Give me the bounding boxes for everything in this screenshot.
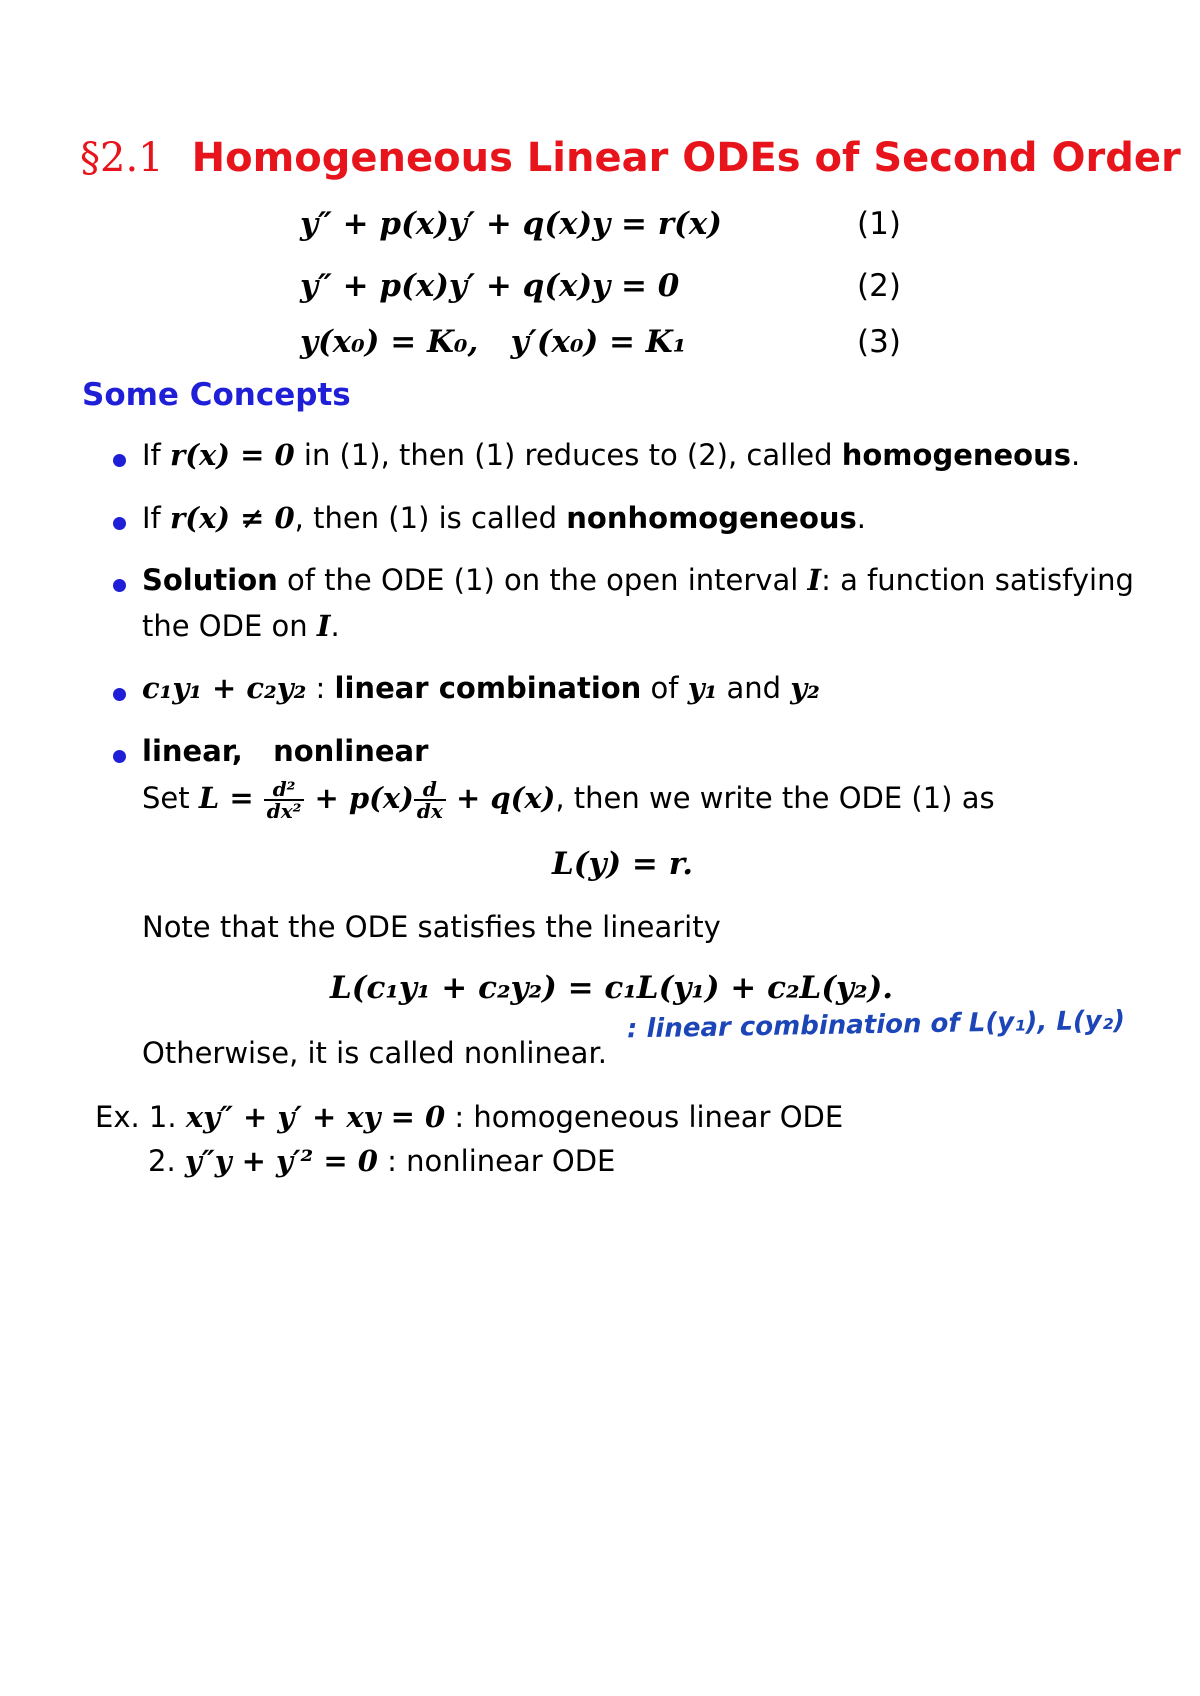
equation-2: y″ + p(x)y′ + q(x)y = 0: [300, 268, 680, 304]
text: .: [330, 609, 340, 643]
equation-3-number: (3): [857, 324, 901, 360]
bullet-dot: [113, 688, 126, 701]
fraction-denominator: dx²: [266, 799, 302, 823]
text: Set: [142, 781, 199, 815]
bullet-dot: [113, 579, 126, 592]
math-r-equals-zero: r(x) = 0: [169, 438, 295, 472]
linearity-note: Note that the ODE satisfies the linearity: [142, 910, 721, 944]
display-equation-linearity: L(c₁y₁ + c₂y₂) = c₁L(y₁) + c₂L(y₂).: [330, 970, 894, 1006]
handwritten-annotation: : linear combination of L(y₁), L(y₂): [626, 1005, 1126, 1045]
text: If: [142, 438, 170, 472]
bullet-dot: [113, 517, 126, 530]
text: and: [717, 671, 791, 705]
term-solution: Solution: [142, 563, 278, 597]
example-2: [148, 1144, 615, 1178]
text: in (1), then (1) reduces to (2), called: [294, 438, 842, 472]
display-equation-Ly: L(y) = r.: [552, 846, 693, 882]
example-label: Ex. 1.: [95, 1100, 186, 1134]
text: .: [1071, 438, 1081, 472]
text: .: [856, 501, 866, 535]
text: : nonlinear ODE: [377, 1144, 616, 1178]
equation-3: y(x₀) = K₀, y′(x₀) = K₁: [300, 324, 687, 360]
text: of the ODE (1) on the open interval: [277, 563, 808, 597]
term-linear-combination: linear combination: [334, 671, 642, 705]
equation-1: y″ + p(x)y′ + q(x)y = r(x): [300, 206, 722, 242]
term-linear-nonlinear: linear, nonlinear: [142, 734, 429, 768]
operator-definition: [142, 772, 995, 824]
text: : homogeneous linear ODE: [445, 1100, 844, 1134]
text: : a function satisfying: [821, 563, 1134, 597]
math-interval: I: [807, 563, 822, 597]
math-y2: y₂: [790, 671, 820, 705]
fraction-d-dx: [414, 779, 446, 821]
term-nonhomogeneous: nonhomogeneous: [566, 501, 857, 535]
text: If: [142, 501, 170, 535]
concepts-heading: Some Concepts: [82, 377, 351, 413]
fraction-numerator: d²: [264, 779, 305, 801]
example-label: 2.: [148, 1144, 185, 1178]
text: of: [641, 671, 688, 705]
otherwise-nonlinear: Otherwise, it is called nonlinear.: [142, 1036, 607, 1070]
fraction-d2-dx2: [264, 779, 305, 821]
math-q-term: + q(x): [445, 781, 556, 815]
bullet-nonhomogeneous: [142, 501, 866, 535]
math-example-1: xy″ + y′ + xy = 0: [185, 1100, 446, 1134]
text: the ODE on: [142, 609, 317, 643]
text: , then we write the ODE (1) as: [555, 781, 995, 815]
math-example-2: y″y + y′² = 0: [184, 1144, 378, 1178]
text: :: [306, 671, 335, 705]
equation-1-number: (1): [857, 206, 901, 242]
math-interval: I: [316, 609, 331, 643]
bullet-dot: [113, 454, 126, 467]
fraction-denominator: dx: [416, 799, 443, 823]
math-p-term: + p(x): [304, 781, 414, 815]
math-r-not-zero: r(x) ≠ 0: [169, 501, 295, 535]
page-title: [80, 135, 1181, 181]
math-combination: c₁y₁ + c₂y₂: [142, 671, 307, 705]
text: , then (1) is called: [294, 501, 567, 535]
section-number: §2.1: [80, 135, 164, 181]
math-L-equals: L =: [198, 781, 264, 815]
example-1: [95, 1100, 843, 1134]
bullet-solution: [142, 563, 1134, 597]
bullet-solution-line2: [142, 609, 340, 643]
fraction-numerator: d: [414, 779, 446, 801]
section-title: Homogeneous Linear ODEs of Second Order: [191, 135, 1181, 181]
bullet-linear-combination: [142, 671, 820, 705]
bullet-homogeneous: [142, 438, 1080, 472]
math-y1: y₁: [687, 671, 718, 705]
equation-2-number: (2): [857, 268, 901, 304]
bullet-dot: [113, 750, 126, 763]
term-homogeneous: homogeneous: [841, 438, 1072, 472]
